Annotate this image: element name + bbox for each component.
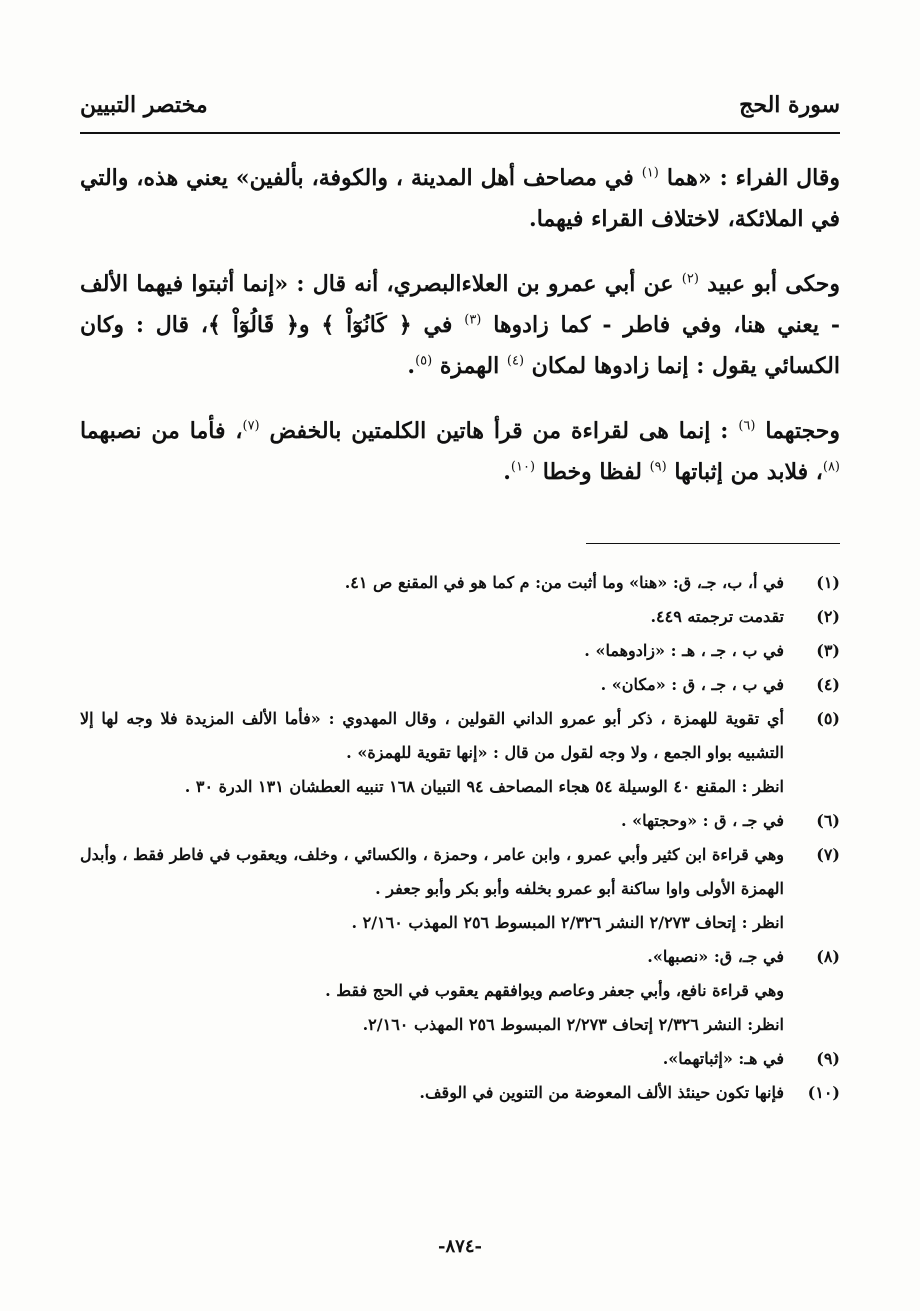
footnote	[80, 940, 840, 1042]
footnote-text	[80, 940, 784, 1042]
footnote-text	[80, 634, 784, 668]
footnote-ref[interactable]: (٤)	[506, 353, 525, 369]
footnote-number: (٩)	[816, 1049, 840, 1068]
text-run: في مصاحف أهل المدينة ، والكوفة، بألفين» يعني هذه، والتي في الملائكة، لاختلاف القراء فيهما.	[80, 165, 840, 232]
footnote-line: في جـ ، ق : «وحجتها» .	[620, 811, 784, 830]
footnote-ref[interactable]: (١)	[641, 165, 659, 181]
footnote	[80, 804, 840, 838]
text-run: الهمزة	[432, 353, 507, 379]
footnote-number: (١)	[816, 573, 840, 592]
footnote-number: (٨)	[816, 947, 840, 966]
footnote-line: انظر: النشر ٢/٣٢٦ إتحاف ٢/٢٧٣ المبسوط ٢٥٦ المهذب ٢/١٦٠.	[362, 1015, 784, 1034]
footnote-line: في هـ: «إثباتهما».	[662, 1049, 784, 1068]
footnote	[80, 634, 840, 668]
footnote	[80, 668, 840, 702]
footnote-text	[80, 804, 784, 838]
footnote-ref[interactable]: (٩)	[649, 459, 667, 475]
footnote-number: (٢)	[816, 607, 840, 626]
footnote-text	[80, 566, 784, 600]
book-title: مختصر التبيين	[80, 92, 208, 118]
footnote-text	[80, 838, 784, 940]
running-header	[80, 92, 840, 126]
footnote	[80, 566, 840, 600]
text-run: .	[503, 459, 511, 485]
footnote-line: في ب ، جـ ، ق : «مكان» .	[600, 675, 784, 694]
footnote	[80, 600, 840, 634]
footnote-text	[80, 1042, 784, 1076]
footnote-ref[interactable]: (٥)	[415, 353, 433, 369]
footnote-ref[interactable]: (٦)	[738, 418, 756, 434]
footnote-line: في أ، ب، جـ، ق: «هنا» وما أثبت من: م كما هو في المقنع ص ٤١.	[344, 573, 784, 592]
footnote-number: (٦)	[816, 811, 840, 830]
footnote	[80, 838, 840, 940]
text-run: في ﴿ كَانُوٓاْ ﴾ و﴿ قَالُوٓاْ ﴾، قال : وكان الكسائي يقول : إنما زادوها لمكان	[80, 312, 840, 379]
footnote-line: وهي قراءة ابن كثير وأبي عمرو ، وابن عامر ، وحمزة ، والكسائي ، وخلف، ويعقوب في فاطر فقط ، وأبدل الهمزة الأولى واوا ساكنة أبو عمرو بخلفه وأبو بكر وأبو جعفر .	[80, 845, 784, 898]
footnote-number: (١٠)	[807, 1083, 840, 1102]
footnote-text	[80, 668, 784, 702]
footnote-line: في ب ، جـ ، هـ : «زادوهما» .	[584, 641, 784, 660]
footnote	[80, 1076, 840, 1110]
footnote-number: (٣)	[816, 641, 840, 660]
footnote-text	[80, 1076, 784, 1110]
paragraph	[80, 264, 840, 387]
footnotes	[80, 566, 840, 1110]
footnote-number: (٧)	[816, 845, 840, 864]
footnote-number: (٥)	[816, 709, 840, 728]
text-run: ، فأما من نصبهما	[80, 418, 243, 444]
footnote-line: انظر : المقنع ٤٠ الوسيلة ٥٤ هجاء المصاحف ٩٤ التبيان ١٦٨ تنبيه العطشان ١٣١ الدرة ٣٠ .	[184, 777, 784, 796]
text-run: ، فلابد من إثباتها	[666, 459, 823, 485]
paragraph	[80, 411, 840, 493]
footnote-number: (٤)	[816, 675, 840, 694]
footnote-line: في جـ، ق: «نصبها».	[647, 947, 784, 966]
footnote-ref[interactable]: (١٠)	[510, 459, 536, 475]
footnote-ref[interactable]: (٢)	[681, 271, 699, 287]
footnote	[80, 702, 840, 804]
footnote	[80, 1042, 840, 1076]
text-run: : إنما هى لقراءة من قرأ هاتين الكلمتين بالخفض	[259, 418, 739, 444]
footnote-ref[interactable]: (٨)	[822, 459, 840, 475]
paragraph	[80, 158, 840, 240]
text-run: .	[407, 353, 416, 379]
text-run: وحجتهما	[755, 418, 841, 444]
page-number: -٨٧٤-	[438, 1236, 482, 1257]
footnote-line: انظر : إتحاف ٢/٢٧٣ النشر ٢/٣٢٦ المبسوط ٢٥٦ المهذب ٢/١٦٠ .	[351, 913, 784, 932]
text-run: وقال الفراء : «هما	[658, 165, 840, 191]
footnote-ref[interactable]: (٧)	[242, 418, 260, 434]
header-divider	[80, 132, 840, 134]
footnote-line: وهي قراءة نافع، وأبي جعفر وعاصم ويوافقهم يعقوب في الحج فقط .	[325, 981, 784, 1000]
footnote-line: فإنها تكون حينئذ الألف المعوضة من التنوين في الوقف.	[419, 1083, 784, 1102]
footnote-divider	[586, 543, 840, 544]
footnote-ref[interactable]: (٣)	[464, 312, 482, 328]
text-run: عن أبي عمرو بن العلاءالبصري، أنه قال : «إنما أثبتوا فيهما الألف - يعني هنا، وفي فاطر - كما زادوها	[80, 271, 840, 338]
surah-title: سورة الحج	[739, 92, 840, 118]
footnote-text	[80, 600, 784, 634]
footnote-line: أي تقوية للهمزة ، ذكر أبو عمرو الداني القولين ، وقال المهدوي : «فأما الألف المزيدة فلا وجه لها إلا التشبيه بواو الجمع ، ولا وجه لقول من قال : «إنها تقوية للهمزة» .	[80, 709, 784, 762]
text-run: لفظا وخطا	[535, 459, 650, 485]
footnote-line: تقدمت ترجمته ٤٤٩.	[650, 607, 784, 626]
text-run: وحكى أبو عبيد	[698, 271, 840, 297]
main-text	[80, 158, 840, 517]
footnote-text	[80, 702, 784, 804]
